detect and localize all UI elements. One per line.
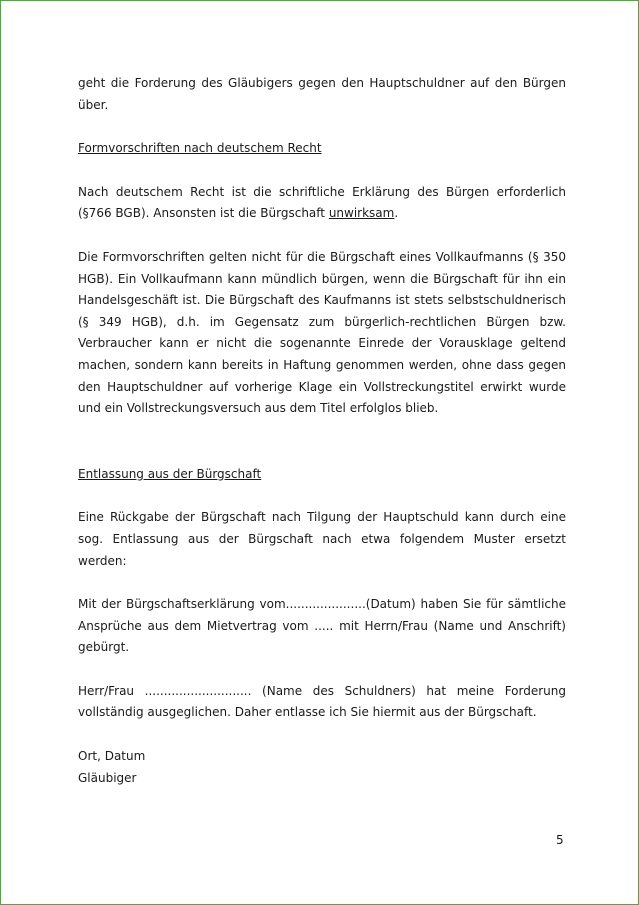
- paragraph-continuation: geht die Forderung des Gläubigers gegen den Hauptschuldner auf den Bürgen über.: [78, 76, 566, 112]
- page-number: 5: [556, 833, 564, 847]
- section-heading-entlassung: Entlassung aus der Bürgschaft: [78, 466, 262, 481]
- paragraph-schriftform-end: .: [394, 206, 399, 221]
- template-paragraph-schuldner: Herr/Frau ............................ (Name des Schuldners) hat meine Forderung vollständig ausgeglichen. Daher entlasse ich Sie hiermit aus der Bürgschaft.: [78, 683, 566, 720]
- section-heading-formvorschriften: Formvorschriften nach deutschem Recht: [78, 141, 322, 156]
- signature-creditor: Gläubiger: [78, 770, 137, 785]
- paragraph-vollkaufmann: Die Formvorschriften gelten nicht für die Bürgschaft eines Vollkaufmanns (§ 350 HGB). Ein Vollkaufmann kann mündlich bürgen, wenn die Bürgschaft für ihn ein Handelsgeschäft ist. Die Bürgschaft des Kaufmanns ist stets selbstschuldnerisch (§ 349 HGB), d.h. im Gegensatz zum bürgerlich-rechtlichen Bürgen bzw. Verbraucher kann er nicht die sogenannte Einrede der Vorausklage geltend machen, sondern kann bereits in Haftung genommen werden, ohne dass gegen den Hauptschuldner auf vorherige Klage ein Vollstreckungstitel erwirkt wurde und ein Vollstreckungsversuch aus dem Titel erfolglos blieb.: [78, 249, 566, 416]
- paragraph-rueckgabe: Eine Rückgabe der Bürgschaft nach Tilgung der Hauptschuld kann durch eine sog. Entlassung aus der Bürgschaft nach etwa folgendem Muster ersetzt werden:: [78, 510, 566, 568]
- document-body: [78, 73, 566, 789]
- underlined-term-unwirksam: unwirksam: [328, 206, 395, 221]
- paragraph-schriftform-text: Nach deutschem Recht ist die schriftliche Erklärung des Bürgen erforderlich (§766 BGB). Ansonsten ist die Bürgschaft: [78, 184, 566, 221]
- paragraph-schriftform: [78, 182, 566, 225]
- template-paragraph-buergschaftserklaerung: Mit der Bürgschaftserklärung vom.....................(Datum) haben Sie für sämtliche Ansprüche aus dem Mietvertrag vom ..... mit Herrn/Frau (Name und Anschrift) gebürgt.: [78, 597, 566, 655]
- signature-place-date: Ort, Datum: [78, 749, 146, 764]
